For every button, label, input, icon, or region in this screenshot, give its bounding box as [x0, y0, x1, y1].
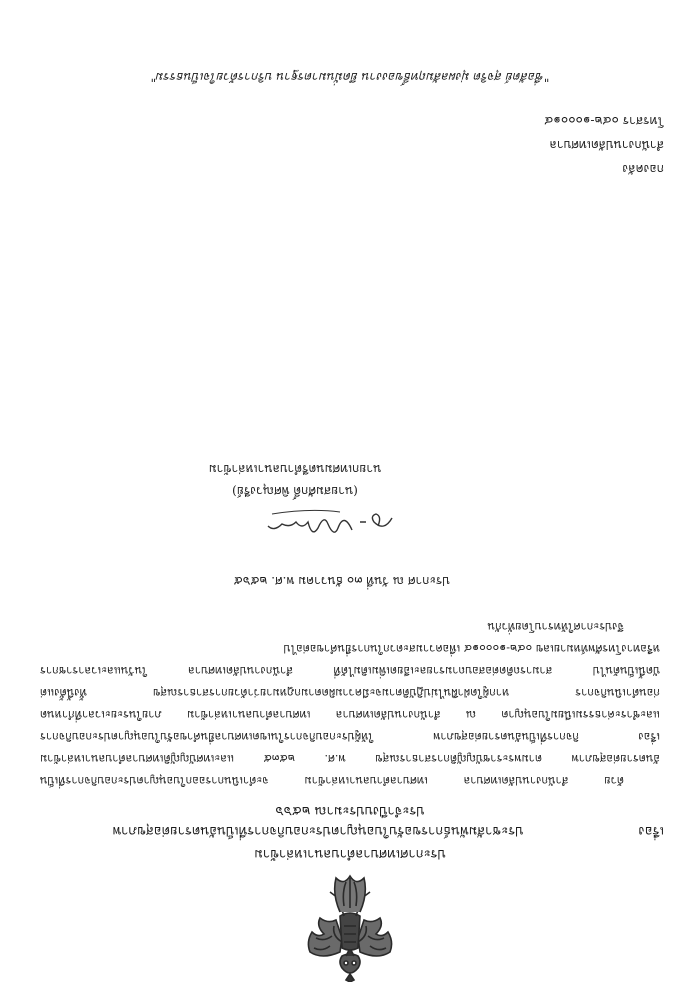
announcement-title: ประกาศเทศบาลตำบลนาเหล่าข้าม	[254, 846, 446, 861]
subject-line-2: ประจำปีงบประมาณ ๒๕๖๖	[275, 803, 425, 818]
slogan: "ซื่อสัตย์ สุจริต มุ่งผลสัมฤทธิ์ของงาน ยึดมั่นมาตรฐาน บริการด้วยใจเป็นธรรม"	[150, 70, 550, 84]
announcement-date: ประกาศ ณ วันที่ ๓๐ ธันวาคม พ.ศ. ๒๕๖๕	[233, 574, 450, 588]
body-line: ก่อนดำเนินกิจการ หากผู้ใดฝ่าฝืนไม่ปฏิบัติตามจะมีความผิดตามกฎหมายว่าด้วยการสาธารณสุข ทั้งนี้ตั้งแต่	[40, 686, 660, 699]
body-line: และชำระค่าธรรมเนียมใบอนุญาต ณ สำนักงานปลัดเทศบาล เทศบาลตำบลนาเหล่าข้าม ภายในระยะเวลาที่กำหนด	[40, 708, 660, 721]
subject-label: เรื่อง	[638, 823, 664, 838]
garuda-emblem	[302, 870, 398, 982]
body-line: ด้วย สำนักงานปลัดเทศบาล เทศบาลตำบลนาเหล่าข้าม จะดำเนินการออกใบอนุญาตประกอบกิจการที่เป็น	[40, 774, 624, 787]
contact-division: กองคลัง	[622, 162, 664, 176]
signatory-name: (นายสมศักดิ์ พิศณุวงรีย์)	[232, 484, 358, 498]
subject-line-1: ประชาสัมพันธ์การขอรับใบอนุญาตประกอบกิจการที่เป็นอันตรายต่อสุขภาพ	[112, 823, 524, 838]
contact-phone: โทรสาร ๐๔๒-๑๐๐๐๑๔	[544, 114, 664, 128]
body-line: เรื่อง กิจการที่เป็นอันตรายต่อสุขภาพ ให้ผู้ประกอบกิจการในเขตเทศบาลยื่นคำขอรับใบอนุญาตประกอบกิจการ	[40, 730, 660, 743]
contact-office: สำนักงานปลัดเทศบาล	[549, 138, 664, 152]
handwritten-signature	[260, 502, 400, 552]
body-line: บัดนี้เป็นต้นไป สามารถติดต่อสอบถามรายละเอียดเพิ่มเติมได้ที่ สำนักงานปลัดเทศบาล ในวันและเวลาราชการ	[40, 664, 660, 677]
body-line: อันตรายต่อสุขภาพ ตามพระราชบัญญัติการสาธารณสุข พ.ศ. ๒๕๓๕ และเทศบัญญัติเทศบาลตำบลนาเหล่าข้าม	[40, 752, 660, 765]
closing-line: จึงประกาศให้ทราบโดยทั่วกัน	[487, 620, 624, 633]
body-line: หรือทางโทรศัพท์หมายเลข ๐๔๒-๑๐๐๐๑๔ เพื่อความสะดวกในการยื่นคำขอต่อไป	[283, 642, 660, 655]
signatory-position: นายกเทศมนตรีตำบลนาเหล่าข้าม	[208, 462, 382, 476]
